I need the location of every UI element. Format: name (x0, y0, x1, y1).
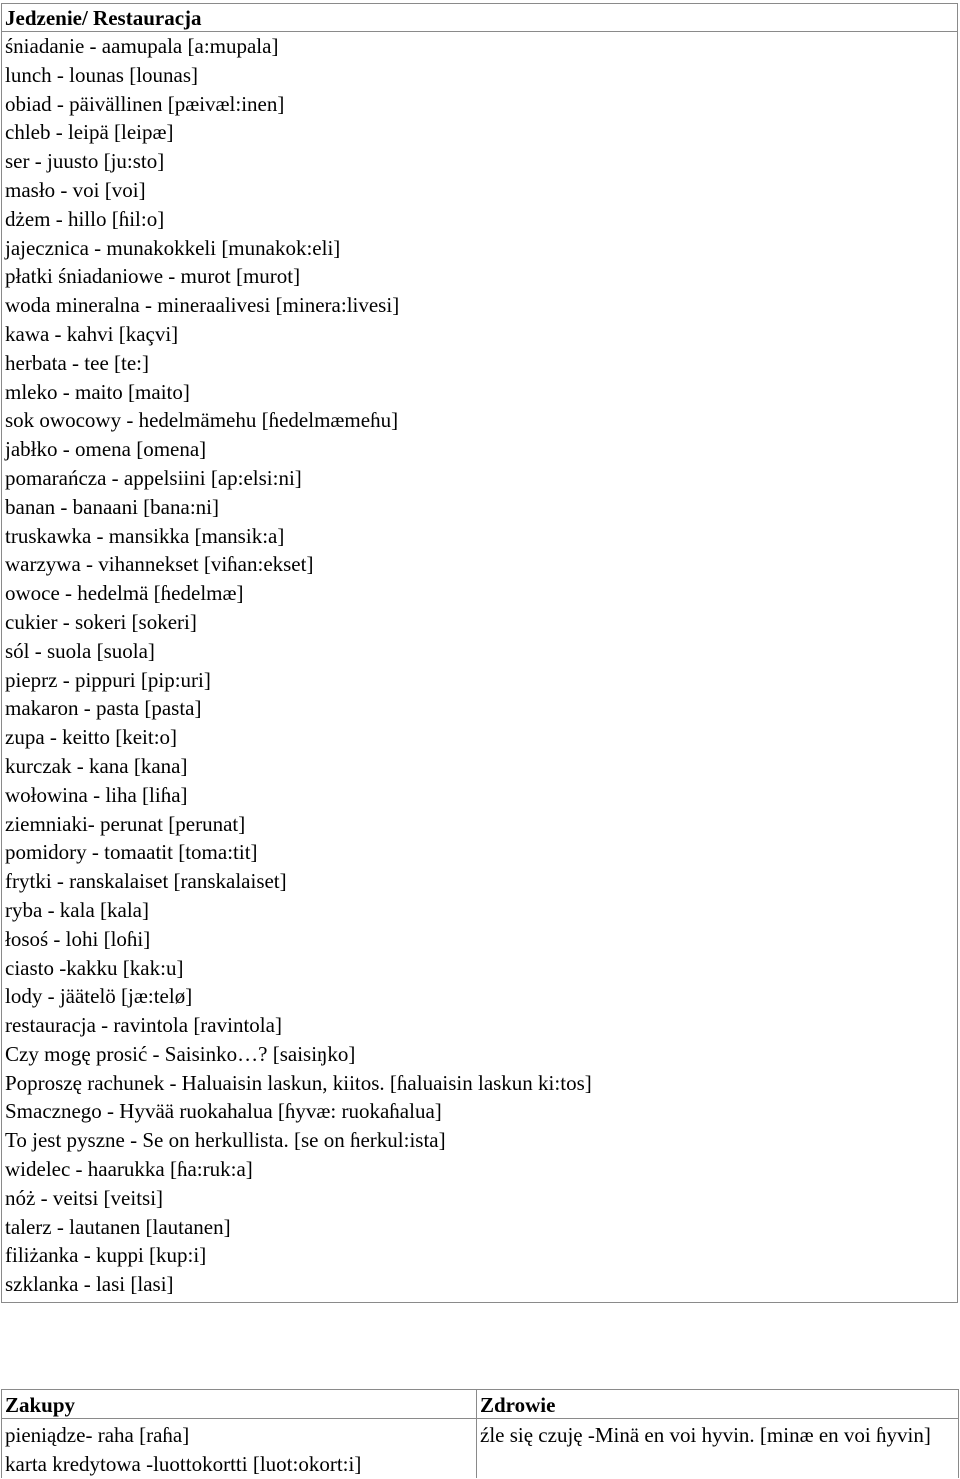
vocab-line: ciasto -kakku [kak:u] (5, 955, 184, 980)
vocab-line: jabłko - omena [omena] (5, 437, 207, 462)
vocab-line: obiad - päivällinen [pæivæl:inen] (5, 91, 285, 116)
vocab-line: Czy mogę prosić - Saisinko…? [saisiŋko] (5, 1041, 356, 1066)
food-section-title: Jedzenie/ Restauracja (2, 4, 957, 32)
vocab-line: sok owocowy - hedelmämehu [ɦedelmæmeɦu] (5, 408, 399, 433)
vocab-line: pieprz - pippuri [pip:uri] (5, 667, 211, 692)
vocab-line: truskawka - mansikka [mansik:a] (5, 523, 285, 548)
vocab-line: chleb - leipä [leipæ] (5, 120, 174, 145)
vocab-line: frytki - ranskalaiset [ranskalaiset] (5, 869, 287, 894)
vocab-line: cukier - sokeri [sokeri] (5, 609, 197, 634)
shopping-section-title: Zakupy (2, 1390, 476, 1419)
health-column (477, 1390, 958, 1478)
vocab-line: makaron - pasta [pasta] (5, 696, 202, 721)
vocab-line: kawa - kahvi [kaçvi] (5, 321, 179, 346)
vocab-line: źle się czuję -Minä en voi hyvin. [minæ en voi ɦyvin] (480, 1423, 931, 1447)
food-vocabulary-table (1, 3, 958, 1303)
vocab-line: warzywa - vihannekset [viɦan:ekset] (5, 552, 314, 577)
shopping-health-table (1, 1389, 959, 1478)
vocab-line: łosoś - lohi [loɦi] (5, 926, 151, 951)
vocab-line: lunch - lounas [lounas] (5, 62, 199, 87)
vocab-line: ryba - kala [kala] (5, 897, 149, 922)
vocab-line: ziemniaki- perunat [perunat] (5, 811, 246, 836)
vocab-line: restauracja - ravintola [ravintola] (5, 1013, 282, 1038)
vocab-line: mleko - maito [maito] (5, 379, 190, 404)
vocab-line: sól - suola [suola] (5, 638, 155, 663)
vocab-line: karta kredytowa -luottokortti [luot:okort:i] (5, 1451, 362, 1476)
vocab-line: szklanka - lasi [lasi] (5, 1272, 174, 1297)
vocab-line: herbata - tee [te:] (5, 350, 149, 375)
health-section-title: Zdrowie (477, 1390, 958, 1419)
food-vocabulary-list (2, 32, 957, 1299)
vocab-line: dżem - hillo [ɦil:o] (5, 206, 165, 231)
vocab-line: Smacznego - Hyvää ruokahalua [ɦyvæ: ruokaɦalua] (5, 1099, 442, 1124)
vocab-line: wołowina - liha [liɦa] (5, 782, 188, 807)
shopping-column (2, 1390, 477, 1478)
vocab-line: jajecznica - munakokkeli [munakok:eli] (5, 235, 341, 260)
shopping-vocabulary-list (2, 1419, 476, 1479)
vocab-line: lody - jäätelö [jæ:telø] (5, 984, 193, 1009)
vocab-line: masło - voi [voi] (5, 177, 146, 202)
health-vocabulary-list (477, 1419, 958, 1450)
vocab-line: talerz - lautanen [lautanen] (5, 1214, 231, 1239)
vocab-line: pomarańcza - appelsiini [ap:elsi:ni] (5, 465, 302, 490)
vocab-line: ser - juusto [ju:sto] (5, 149, 165, 174)
vocab-line: nóż - veitsi [veitsi] (5, 1185, 164, 1210)
vocab-line: To jest pyszne - Se on herkullista. [se on ɦerkul:ista] (5, 1128, 446, 1153)
vocab-line: banan - banaani [bana:ni] (5, 494, 219, 519)
vocab-line: zupa - keitto [keit:o] (5, 725, 178, 750)
vocab-line: płatki śniadaniowe - murot [murot] (5, 264, 301, 289)
vocab-line: woda mineralna - mineraalivesi [minera:livesi] (5, 293, 400, 318)
vocab-line: owoce - hedelmä [ɦedelmæ] (5, 581, 244, 606)
vocab-line: śniadanie - aamupala [a:mupala] (5, 34, 279, 58)
vocab-line: Poproszę rachunek - Haluaisin laskun, kiitos. [ɦaluaisin laskun ki:tos] (5, 1070, 592, 1095)
vocab-line: widelec - haarukka [ɦa:ruk:a] (5, 1157, 253, 1182)
vocab-line: kurczak - kana [kana] (5, 753, 188, 778)
vocab-line: filiżanka - kuppi [kup:i] (5, 1243, 207, 1268)
vocab-line: pomidory - tomaatit [toma:tit] (5, 840, 258, 865)
vocab-line: pieniądze- raha [raɦa] (5, 1423, 190, 1447)
